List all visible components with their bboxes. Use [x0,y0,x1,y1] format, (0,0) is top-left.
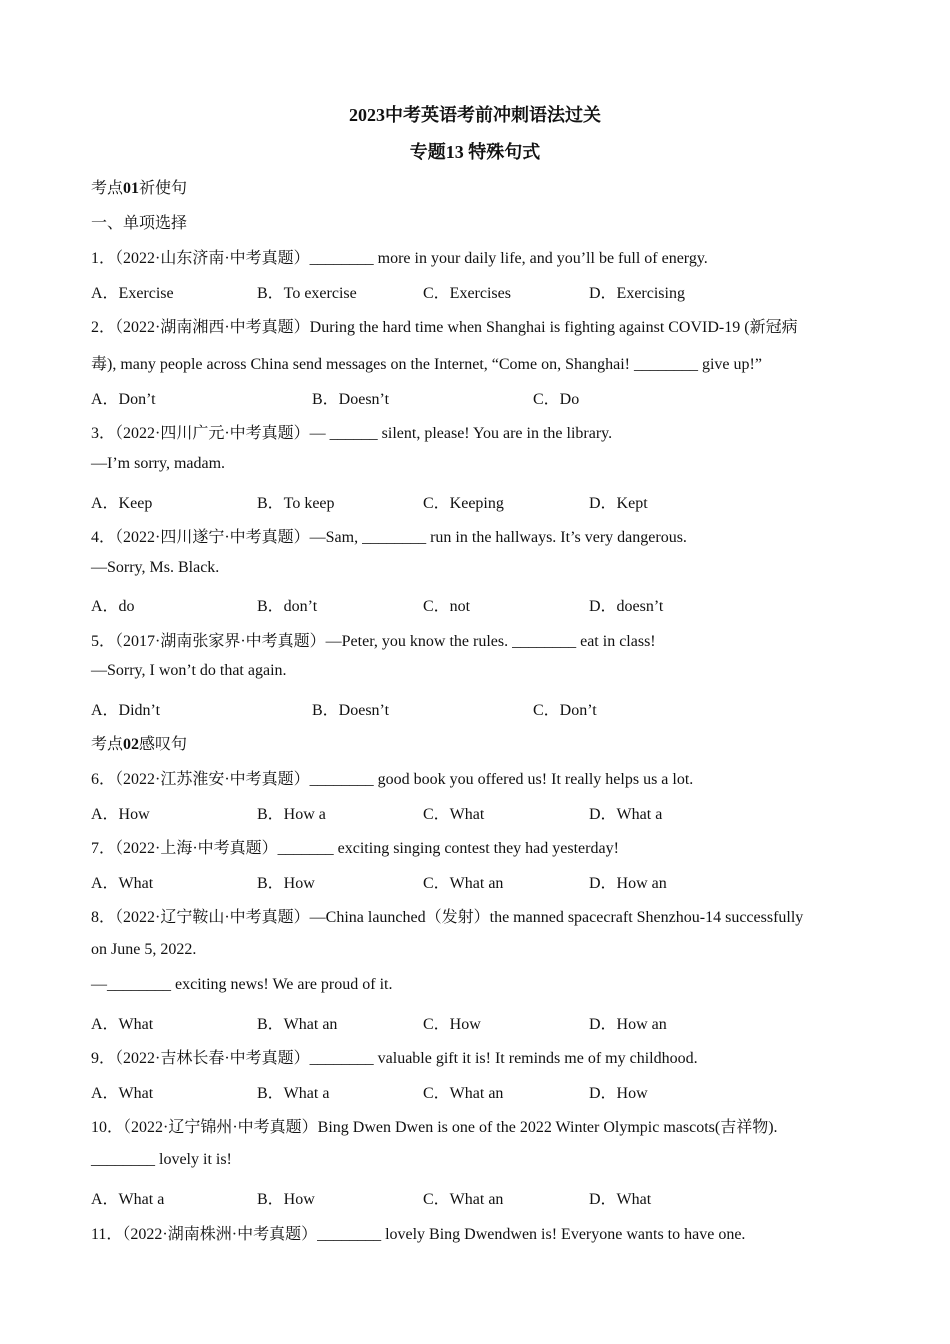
question-4-reply: —Sorry, Ms. Black. [91,559,220,576]
question-1: 1．（2022·山东济南·中考真题）________ more in your daily life, and you’ll be full of energy. [91,250,708,267]
q4-option-b: B．don’t [257,598,318,615]
question-9: 9．（2022·吉林长春·中考真题）________ valuable gift it is! It reminds me of my childhood. [91,1050,698,1067]
q10-option-b: B．How [257,1191,315,1208]
q9-option-b: B．What a [257,1085,330,1102]
q3-option-a: A．Keep [91,495,153,512]
q5-option-a: A．Didn’t [91,702,161,719]
q7-option-c: C．What an [423,875,504,892]
q4-option-a: A．do [91,598,135,615]
q10-option-a: A．What a [91,1191,165,1208]
q3-option-d: D．Kept [589,495,648,512]
question-8: 8．（2022·辽宁鞍山·中考真题）—China launched（发射）the manned spacecraft Shenzhou-14 successfully [91,909,804,926]
q8-option-a: A．What [91,1016,154,1033]
q4-option-d: D．doesn’t [589,598,664,615]
question-8-reply: —________ exciting news! We are proud of it. [91,976,393,993]
q9-option-d: D．How [589,1085,648,1102]
q6-option-b: B．How a [257,806,326,823]
question-2-cont: 毒), many people across China send messages on the Internet, “Come on, Shanghai! ________ give up!” [91,356,762,373]
q9-option-c: C．What an [423,1085,504,1102]
q8-option-d: D．How an [589,1016,667,1033]
document-subtitle: 专题13 特殊句式 [409,142,541,162]
question-4: 4．（2022·四川遂宁·中考真题）—Sam, ________ run in the hallways. It’s very dangerous. [91,529,687,546]
q6-option-c: C．What [423,806,485,823]
q5-option-c: C．Don’t [533,702,597,719]
q8-option-b: B．What an [257,1016,338,1033]
q3-option-b: B．To keep [257,495,335,512]
section-heading-2: 考点02感叹句 [91,736,188,753]
q10-option-c: C．What an [423,1191,504,1208]
q3-option-c: C．Keeping [423,495,504,512]
q5-option-b: B．Doesn’t [312,702,390,719]
document-title: 2023中考英语考前冲刺语法过关 [349,105,601,125]
question-11: 11．（2022·湖南株洲·中考真题）________ lovely Bing Dwendwen is! Everyone wants to have one. [91,1226,746,1243]
question-8-cont: on June 5, 2022. [91,941,197,958]
q2-option-b: B．Doesn’t [312,391,390,408]
q6-option-a: A．How [91,806,150,823]
q1-option-d: D．Exercising [589,285,685,302]
q1-option-b: B．To exercise [257,285,357,302]
question-5-reply: —Sorry, I won’t do that again. [91,662,287,679]
q1-option-c: C．Exercises [423,285,511,302]
q4-option-c: C．not [423,598,471,615]
q7-option-a: A．What [91,875,154,892]
section-heading-1: 考点01祈使句 [91,180,188,197]
question-6: 6．（2022·江苏淮安·中考真题）________ good book you offered us! It really helps us a lot. [91,771,694,788]
part-heading: 一、单项选择 [91,215,188,232]
q7-option-b: B．How [257,875,315,892]
question-3-reply: —I’m sorry, madam. [91,455,226,472]
question-7: 7．（2022·上海·中考真题）_______ exciting singing contest they had yesterday! [91,840,619,857]
q2-option-a: A．Don’t [91,391,156,408]
question-10-cont: ________ lovely it is! [91,1151,232,1168]
q8-option-c: C．How [423,1016,481,1033]
q6-option-d: D．What a [589,806,663,823]
question-5: 5．（2017·湖南张家界·中考真题）—Peter, you know the rules. ________ eat in class! [91,633,656,650]
q7-option-d: D．How an [589,875,667,892]
question-3: 3．（2022·四川广元·中考真题）— ______ silent, please! You are in the library. [91,425,613,442]
q1-option-a: A．Exercise [91,285,174,302]
q9-option-a: A．What [91,1085,154,1102]
q2-option-c: C．Do [533,391,580,408]
q10-option-d: D．What [589,1191,652,1208]
question-10: 10．（2022·辽宁锦州·中考真题）Bing Dwen Dwen is one of the 2022 Winter Olympic mascots(吉祥物). [91,1119,778,1136]
question-2: 2．（2022·湖南湘西·中考真题）During the hard time when Shanghai is fighting against COVID-19 (新冠病 [91,319,798,336]
